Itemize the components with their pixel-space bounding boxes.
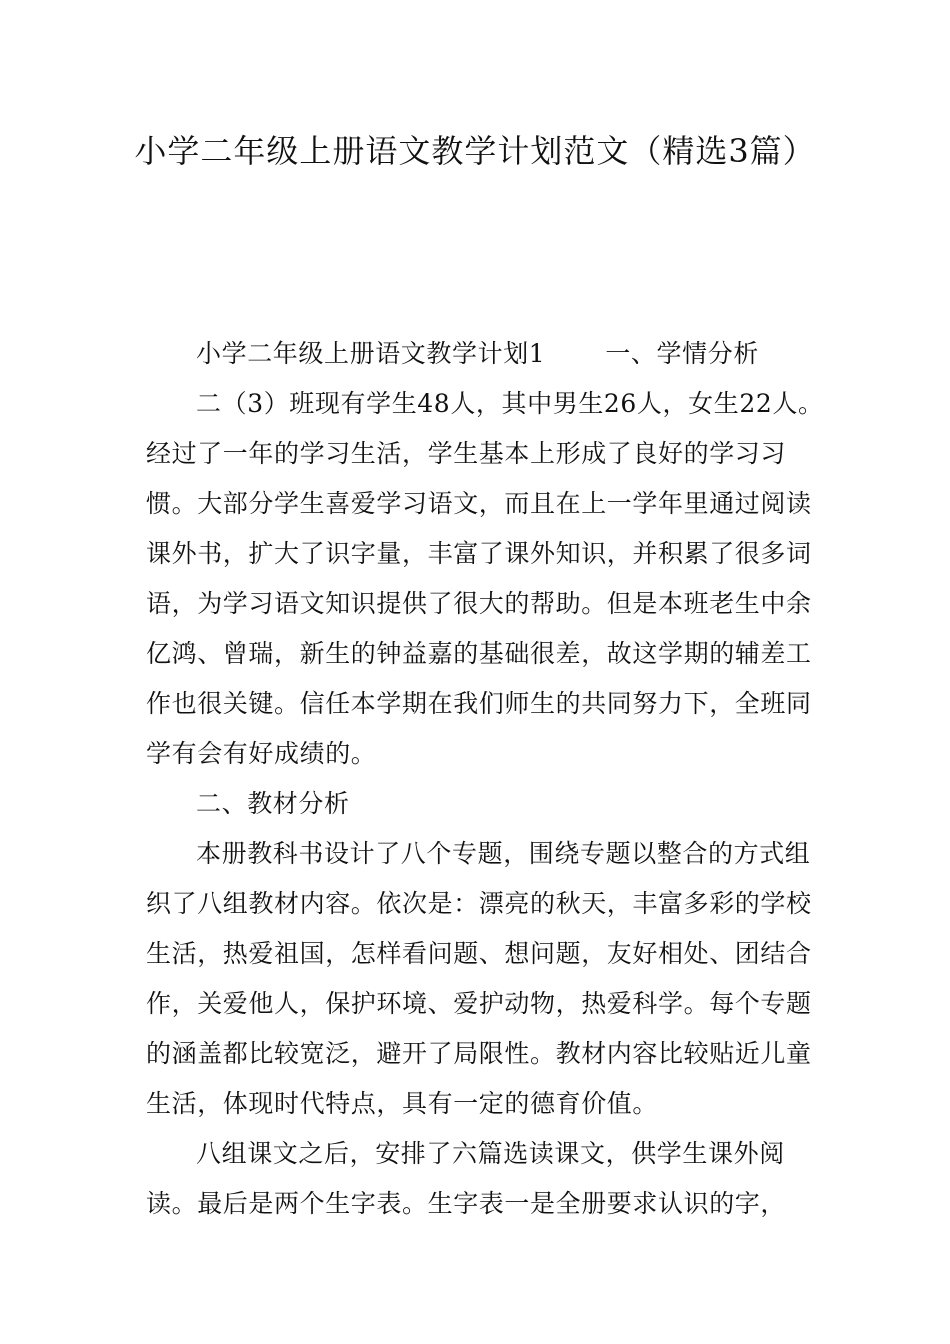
paragraph-textbook-analysis: 本册教科书设计了八个专题，围绕专题以整合的方式组织了八组教材内容。依次是：漂亮的秋天，丰富多彩的学校生活，热爱祖国，怎样看问题、想问题，友好相处、团结合作，关爱他人，保护环境、爱护动物，热爱科学。每个专题的涵盖都比较宽泛，避开了局限性。教材内容比较贴近儿童生活，体现时代特点，具有一定的德育价值。 bbox=[146, 839, 812, 1118]
paragraph-learning-analysis: 二（3）班现有学生48人，其中男生26人，女生22人。经过了一年的学习生活，学生基本上形成了良好的学习习惯。大部分学生喜爱学习语文，而且在上一学年里通过阅读课外书，扩大了识字量，丰富了课外知识，并积累了很多词语，为学习语文知识提供了很大的帮助。但是本班老生中余亿鸿、曾瑞，新生的钟益嘉的基础很差，故这学期的辅差工作也很关键。信任本学期在我们师生的共同努力下，全班同学有会有好成绩的。 bbox=[146, 389, 824, 768]
document-title: 小学二年级上册语文教学计划范文（精选3篇） bbox=[134, 132, 816, 170]
document-body bbox=[146, 329, 826, 1229]
plan-label: 小学二年级上册语文教学计划1 bbox=[196, 339, 546, 368]
plan-heading-line bbox=[146, 329, 826, 379]
section-heading-textbook-analysis: 二、教材分析 bbox=[196, 789, 350, 818]
section-heading-learning-analysis: 一、学情分析 bbox=[605, 339, 759, 368]
paragraph-readings: 八组课文之后，安排了六篇选读课文，供学生课外阅读。最后是两个生字表。生字表一是全册要求认识的字， bbox=[146, 1139, 787, 1218]
